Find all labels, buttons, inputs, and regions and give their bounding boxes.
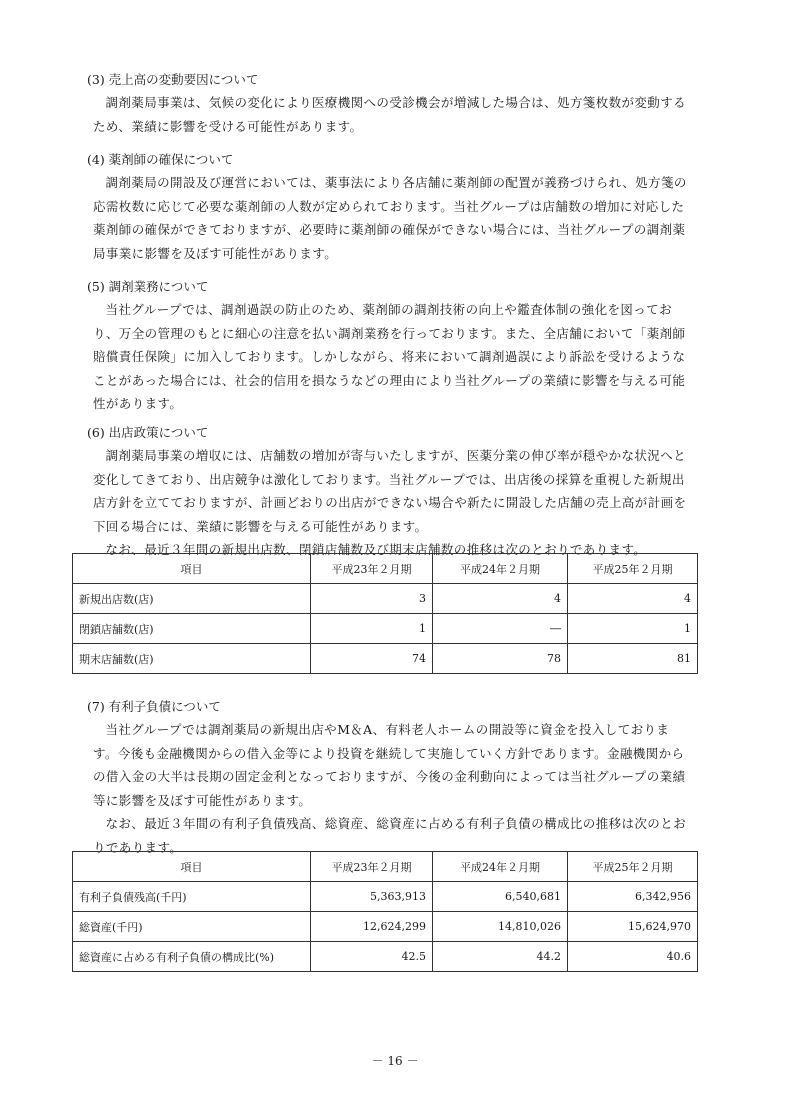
paragraph-line: り、万全の管理のもとに細心の注意を払い調剤業務を行っております。また、全店舗において「薬剤師 [93,325,686,341]
cell-value: 6,342,956 [568,882,698,912]
paragraph-line: 性があります。 [93,396,183,411]
section-paragraph [87,171,717,265]
row-label: 新規出店数(店) [73,584,311,614]
row-label: 総資産(千円) [73,912,311,942]
section-6 [87,424,717,562]
paragraph-line: す。今後も金融機関からの借入金等により投資を継続して実施していく方針であります。金融機関から [93,745,685,761]
table-row [73,942,698,972]
section-5 [87,278,717,416]
paragraph-line: 調剤薬局事業は、気候の変化により医療機関への受診機会が増減した場合は、処方箋枚数が変動する [105,95,687,110]
paragraph-line: 下回る場合には、業績に影響を与える可能性があります。 [93,518,428,534]
cell-value: 6,540,681 [433,882,568,912]
section-4 [87,151,717,265]
paragraph-line: りであります。 [93,839,183,855]
cell-value: 78 [433,644,568,674]
cell-value: 1 [311,614,433,644]
paragraph-line: 店方針を立てておりますが、計画どおりの出店ができない場合や新たに開設した店舗の売上高が計画を [93,495,687,510]
cell-value: 4 [433,584,568,614]
column-header: 平成25年２月期 [568,852,698,882]
column-header: 平成23年２月期 [311,852,433,882]
section-paragraph [87,298,717,416]
paragraph-line: 賠償責任保険」に加入しております。しかしながら、将来において調剤過誤により訴訟を受けるような [93,349,686,364]
paragraph-line: 変化してきており、出店競争は激化しております。当社グループでは、出店後の採算を重視した新規出 [93,471,685,487]
table-row [73,584,698,614]
table-row [73,882,698,912]
row-label: 有利子負債残高(千円) [73,882,311,912]
table-row [73,912,698,942]
cell-value: 5,363,913 [311,882,433,912]
cell-value: 14,810,026 [433,912,568,942]
cell-value: 12,624,299 [311,912,433,942]
column-header: 平成25年２月期 [568,554,698,584]
paragraph-line: 薬剤師の確保ができておりますが、必要時に薬剤師の確保ができない場合には、当社グループの調剤薬 [93,222,686,237]
section-heading: (3) 売上高の変動要因について [87,72,259,87]
row-label: 期末店舗数(店) [73,644,311,674]
cell-value: ― [433,614,568,644]
paragraph-line: 局事業に影響を及ぼす可能性があります。 [93,245,338,261]
paragraph-line: 当社グループでは、調剤過誤の防止のため、薬剤師の調剤技術の向上や鑑査体制の強化を図ってお [105,302,672,317]
section-paragraph [87,91,717,138]
column-header: 平成24年２月期 [433,554,568,584]
paragraph-line: 調剤薬局の開設及び運営においては、薬事法により各店舗に薬剤師の配置が義務づけられ、処方箋の [105,175,687,190]
cell-value: 81 [568,644,698,674]
cell-value: 42.5 [311,942,433,972]
row-label: 総資産に占める有利子負債の構成比(%) [73,942,311,972]
cell-value: 44.2 [433,942,568,972]
cell-value: 15,624,970 [568,912,698,942]
paragraph-line: ことがあった場合には、社会的信用を損なうなどの理由により当社グループの業績に影響を与える可能 [93,372,686,388]
section-paragraph [87,718,717,859]
paragraph-line: ため、業績に影響を受ける可能性があります。 [93,118,363,134]
cell-value: 3 [311,584,433,614]
section-heading: (5) 調剤業務について [87,279,209,294]
column-header: 平成23年２月期 [311,554,433,584]
table-header-row [73,554,698,584]
paragraph-line: なお、最近３年間の新規出店数、閉鎖店舗数及び期末店舗数の推移は次のとおりであります。 [105,542,647,557]
section-3 [87,71,717,138]
cell-value: 4 [568,584,698,614]
section-heading: (4) 薬剤師の確保について [87,152,234,167]
page-number: － 16 － [371,1054,419,1068]
section-heading: (6) 出店政策について [87,425,209,440]
paragraph-line: 応需枚数に応じて必要な薬剤師の人数が定められております。当社グループは店舗数の増加に対応した [93,198,685,214]
table-row [73,644,698,674]
column-header: 項目 [73,554,311,584]
paragraph-line: なお、最近３年間の有利子負債残高、総資産、総資産に占める有利子負債の構成比の推移は次のとお [105,816,687,831]
column-header: 平成24年２月期 [433,852,568,882]
section-heading: (7) 有利子負債について [87,699,221,714]
section-7 [87,698,717,859]
paragraph-line: の借入金の大半は長期の固定金利となっておりますが、今後の金利動向によっては当社グループの業績 [93,769,686,784]
column-header: 項目 [73,852,311,882]
table-row [73,614,698,644]
cell-value: 74 [311,644,433,674]
section-paragraph [87,444,717,562]
table-header-row [73,852,698,882]
paragraph-line: 調剤薬局事業の増収には、店舗数の増加が寄与いたしますが、医薬分業の伸び率が穏やかな状況へと [105,448,687,463]
paragraph-line: 等に影響を及ぼす可能性があります。 [93,792,312,808]
paragraph-line: 当社グループでは調剤薬局の新規出店やM＆A、有料老人ホームの開設等に資金を投入しておりま [105,722,670,737]
row-label: 閉鎖店舗数(店) [73,614,311,644]
cell-value: 1 [568,614,698,644]
debt-table [72,851,698,972]
cell-value: 40.6 [568,942,698,972]
store-count-table [72,553,698,674]
